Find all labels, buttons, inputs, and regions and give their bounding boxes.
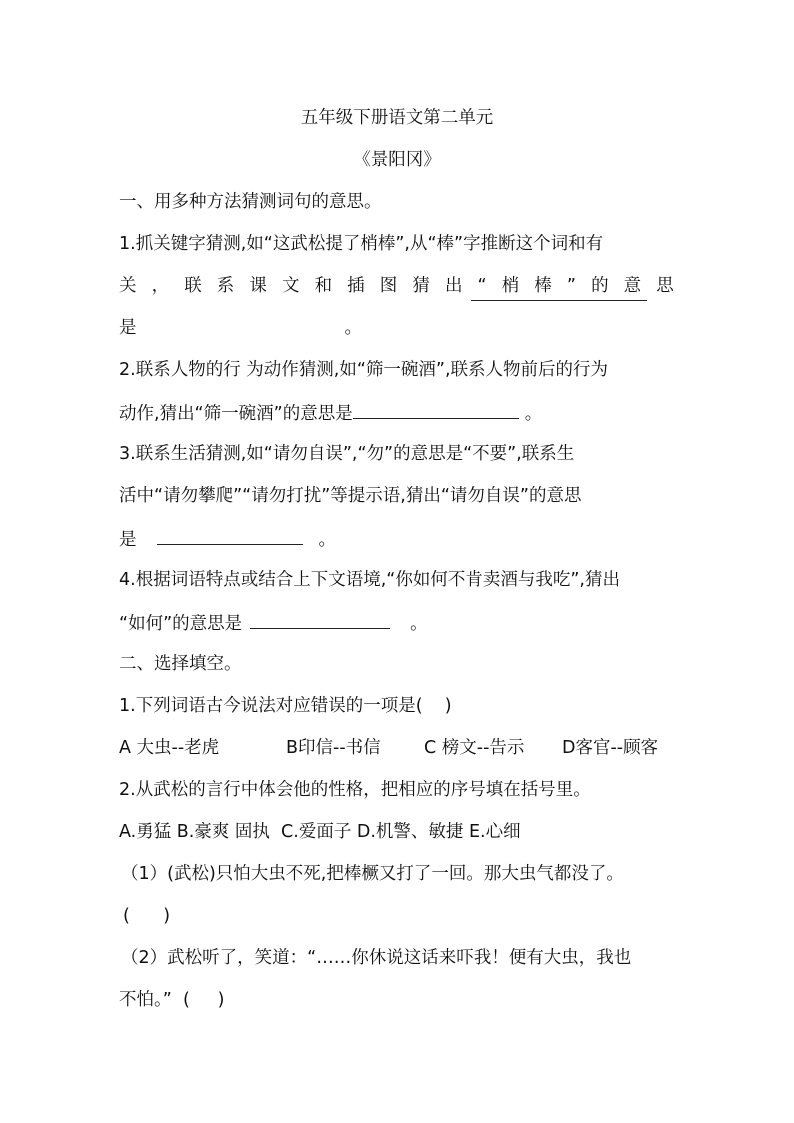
q1-char: 出: [444, 276, 463, 296]
q3-period: 。: [318, 530, 336, 550]
lesson-title: 《景阳冈》: [353, 150, 441, 170]
q1-char: 联: [184, 276, 202, 296]
q1-char: 文: [281, 276, 300, 296]
option-a: A 大虫--老虎: [119, 738, 220, 758]
question-4-line-2: [119, 610, 428, 636]
q1-answer-prefix: 是: [119, 318, 137, 338]
page-title: 五年级下册语文第二单元: [300, 108, 494, 128]
q1-char: 猜: [412, 276, 430, 296]
item-2-text: （2）武松听了，笑道：“……你休说这话来吓我！便有大虫，我也: [121, 948, 632, 968]
question-2-line-1: 2.联系人物的行 为动作猜测,如“筛一碗酒”,联系人物前后的行为: [119, 360, 609, 380]
q4-prompt: “如何”的意思是: [119, 614, 243, 634]
question-3-answer-blank[interactable]: [157, 526, 303, 545]
q1-char: 关: [119, 276, 137, 296]
question-1-line-3: [119, 316, 362, 340]
question-3-line-3: [119, 526, 336, 552]
question-1-line-2: [119, 274, 674, 298]
question-2-answer-blank[interactable]: [353, 400, 519, 419]
q1-char: 的: [591, 276, 609, 296]
item-2-answer-line[interactable]: 不怕。” ( ): [119, 990, 225, 1010]
item-1-answer-bracket[interactable]: ( ): [123, 906, 171, 926]
question-2-line-2: [119, 400, 542, 426]
q3-prefix: 是: [119, 530, 137, 550]
question-3-line-1: 3.联系生活猜测,如“请勿自误”,“勿”的意思是“不要”,联系生: [119, 444, 575, 464]
q1-char: 课: [249, 276, 267, 296]
q1-char: 系: [216, 276, 235, 296]
question-4-line-1: 4.根据词语特点或结合上下文语境,“你如何不肯卖酒与我吃”,猜出: [119, 570, 620, 590]
q1-char: 和: [314, 276, 333, 296]
q4-period: 。: [410, 614, 428, 634]
q1-char: 思: [656, 276, 674, 296]
q1-char: 梢: [501, 276, 520, 296]
section-2-heading: 二、选择填空。: [119, 654, 242, 674]
item-1-text: （1）(武松)只怕大虫不死,把棒橛又打了一回。那大虫气都没了。: [121, 864, 624, 884]
question-4-answer-blank[interactable]: [250, 610, 390, 629]
option-c: C 榜文--告示: [424, 738, 525, 758]
q1-char: 意: [623, 276, 642, 296]
question-1-line-1: 1.抓关键字猜测,如“这武松提了梢棒”,从“棒”字推断这个词和有: [119, 234, 604, 254]
q1-char: 棒: [534, 276, 552, 296]
q1-char: ，: [151, 276, 170, 296]
section-1-heading: 一、用多种方法猜测词句的意思。: [119, 192, 382, 212]
choice-question-2: 2.从武松的言行中体会他的性格，把相应的序号填在括号里。: [119, 780, 591, 800]
q1-char: ”: [566, 276, 576, 296]
option-b: B印信--书信: [286, 738, 381, 758]
q2-prompt: 动作,猜出“筛一碗酒”的意思是: [119, 404, 353, 424]
trait-choices: A.勇猛 B.豪爽 固执 C.爱面子 D.机警、敏捷 E.心细: [119, 822, 521, 842]
choice-question-1: 1.下列词语古今说法对应错误的一项是( ): [119, 696, 452, 716]
question-1-answer-underline[interactable]: [471, 300, 647, 301]
question-3-line-2: 活中“请勿攀爬”“请勿打扰”等提示语,猜出“请勿自误”的意思: [119, 486, 582, 506]
q1-char: 图: [379, 276, 398, 296]
option-d: D客官--顾客: [562, 738, 659, 758]
q1-char: “: [477, 276, 487, 296]
q1-char: 插: [347, 276, 365, 296]
q1-answer-period: 。: [344, 318, 362, 338]
q2-period: 。: [524, 404, 543, 424]
